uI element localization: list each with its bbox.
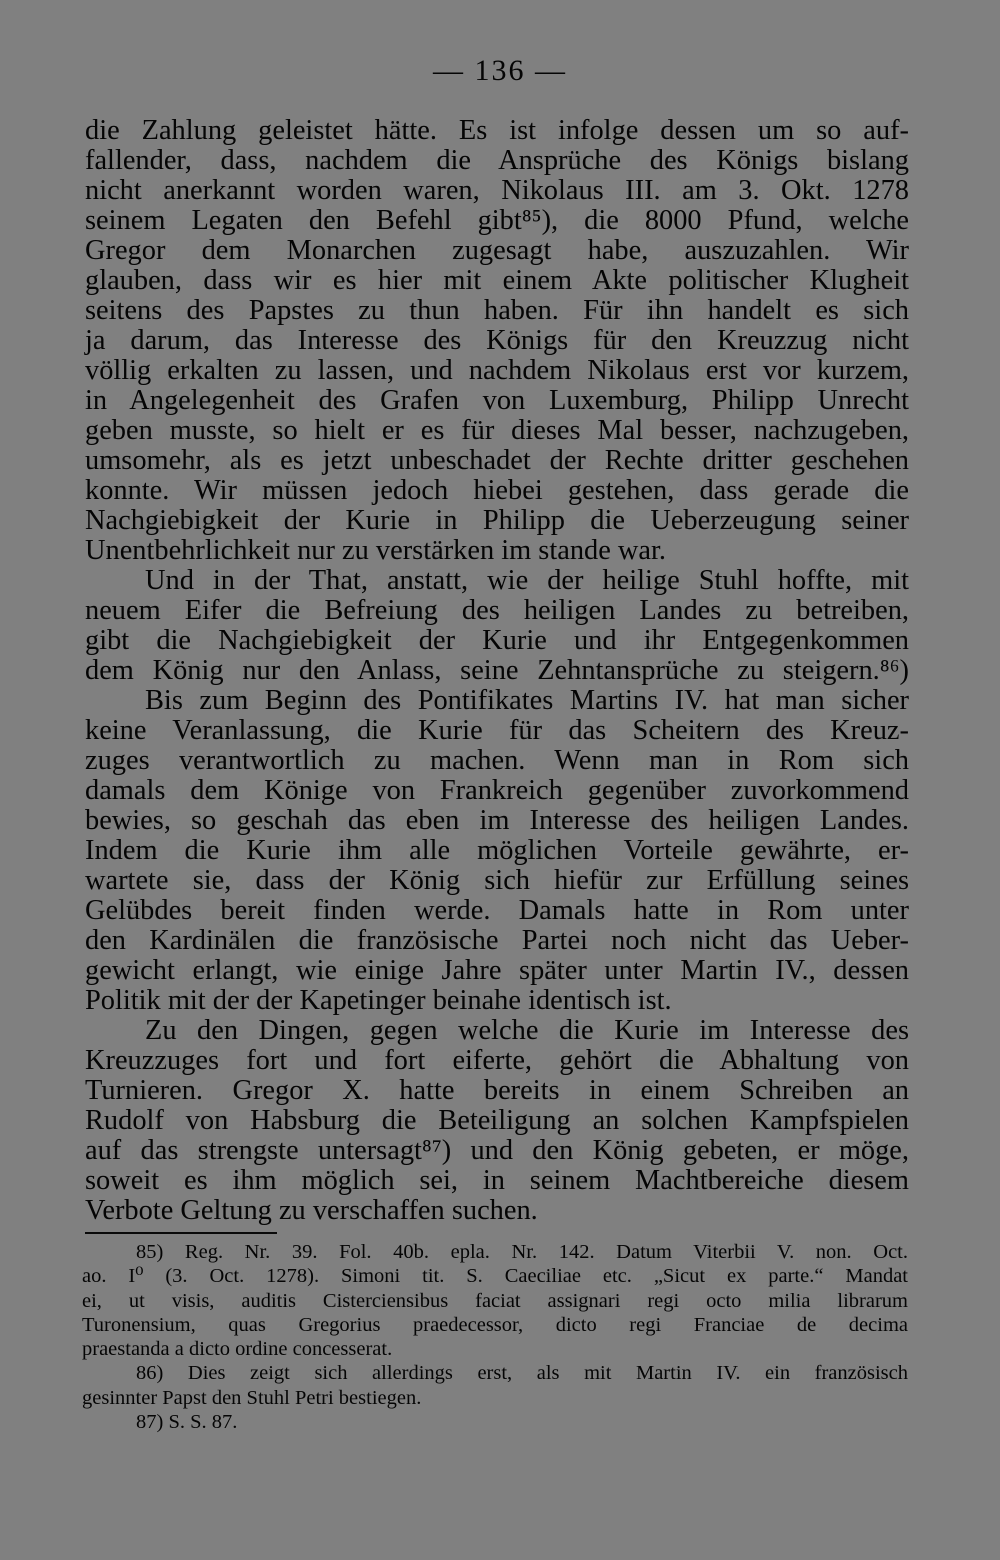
text-line: Und in der That, anstatt, wie der heilige Stuhl hoffte, mit	[145, 565, 909, 596]
text-line: seitens des Papstes zu thun haben. Für ihn handelt es sich	[85, 295, 909, 326]
text-line: Kreuzzuges fort und fort eiferte, gehört die Abhaltung von	[85, 1045, 909, 1076]
text-line: Politik mit der der Kapetinger beinahe identisch ist.	[85, 985, 672, 1016]
text-line: Gregor dem Monarchen zugesagt habe, auszuzahlen. Wir	[85, 235, 909, 266]
body-text	[85, 116, 909, 1226]
text-line: dem König nur den Anlass, seine Zehntansprüche zu steigern.⁸⁶)	[85, 655, 909, 686]
footnote-line: gesinnter Papst den Stuhl Petri bestiegen.	[82, 1386, 422, 1409]
text-line: die Zahlung geleistet hätte. Es ist infolge dessen um so auf-	[85, 115, 909, 146]
text-line: Bis zum Beginn des Pontifikates Martins IV. hat man sicher	[145, 685, 909, 716]
text-line: den Kardinälen die französische Partei noch nicht das Ueber-	[85, 925, 909, 956]
text-line: soweit es ihm möglich sei, in seinem Machtbereiche diesem	[85, 1165, 909, 1196]
text-line: gibt die Nachgiebigkeit der Kurie und ihr Entgegenkommen	[85, 625, 909, 656]
footnote-line: Turonensium, quas Gregorius praedecessor, dicto regi Franciae de decima	[82, 1313, 908, 1336]
text-line: völlig erkalten zu lassen, und nachdem Nikolaus erst vor kurzem,	[85, 355, 909, 386]
footnotes	[82, 1240, 908, 1434]
text-line: Turnieren. Gregor X. hatte bereits in einem Schreiben an	[85, 1075, 909, 1106]
text-line: auf das strengste untersagt⁸⁷) und den König gebeten, er möge,	[85, 1135, 909, 1166]
text-line: Verbote Geltung zu verschaffen suchen.	[85, 1195, 538, 1226]
text-line: umsomehr, als es jetzt unbeschadet der Rechte dritter geschehen	[85, 445, 909, 476]
text-line: Indem die Kurie ihm alle möglichen Vorteile gewährte, er-	[85, 835, 909, 866]
footnote-line: 87) S. S. 87.	[136, 1411, 238, 1434]
text-line: seinem Legaten den Befehl gibt⁸⁵), die 8000 Pfund, welche	[85, 205, 909, 236]
text-line: nicht anerkannt worden waren, Nikolaus III. am 3. Okt. 1278	[85, 175, 909, 206]
text-line: glauben, dass wir es hier mit einem Akte politischer Klugheit	[85, 265, 909, 296]
text-line: gewicht erlangt, wie einige Jahre später unter Martin IV., dessen	[85, 955, 909, 986]
text-line: Nachgiebigkeit der Kurie in Philipp die Ueberzeugung seiner	[85, 505, 909, 536]
text-line: geben musste, so hielt er es für dieses Mal besser, nachzugeben,	[85, 415, 909, 446]
text-line: wartete sie, dass der König sich hiefür zur Erfüllung seines	[85, 865, 909, 896]
footnote-line: ao. I⁰ (3. Oct. 1278). Simoni tit. S. Caeciliae etc. „Sicut ex parte.“ Mandat	[82, 1265, 908, 1288]
text-line: ja darum, das Interesse des Königs für den Kreuzzug nicht	[85, 325, 909, 356]
text-line: fallender, dass, nachdem die Ansprüche des Königs bislang	[85, 145, 909, 176]
page-number: — 136 —	[433, 54, 567, 87]
text-line: Gelübdes bereit finden werde. Damals hatte in Rom unter	[85, 895, 909, 926]
text-line: keine Veranlassung, die Kurie für das Scheitern des Kreuz-	[85, 715, 909, 746]
text-line: zuges verantwortlich zu machen. Wenn man in Rom sich	[85, 745, 909, 776]
text-line: Unentbehrlichkeit nur zu verstärken im stande war.	[85, 535, 667, 566]
footnote-line: praestanda a dicto ordine concesserat.	[82, 1338, 393, 1361]
text-line: bewies, so geschah das eben im Interesse des heiligen Landes.	[85, 805, 909, 836]
footnote-divider	[85, 1232, 277, 1234]
text-line: in Angelegenheit des Grafen von Luxemburg, Philipp Unrecht	[85, 385, 909, 416]
text-line: neuem Eifer die Befreiung des heiligen Landes zu betreiben,	[85, 595, 909, 626]
text-line: Zu den Dingen, gegen welche die Kurie im Interesse des	[145, 1015, 909, 1046]
text-line: damals dem Könige von Frankreich gegenüber zuvorkommend	[85, 775, 909, 806]
text-line: Rudolf von Habsburg die Beteiligung an solchen Kampfspielen	[85, 1105, 909, 1136]
footnote-line: ei, ut visis, auditis Cisterciensibus faciat assignari regi octo milia librarum	[82, 1289, 908, 1312]
footnote-line: 86) Dies zeigt sich allerdings erst, als mit Martin IV. ein französisch	[136, 1362, 908, 1385]
text-line: konnte. Wir müssen jedoch hiebei gestehen, dass gerade die	[85, 475, 909, 506]
footnote-line: 85) Reg. Nr. 39. Fol. 40b. epla. Nr. 142. Datum Viterbii V. non. Oct.	[136, 1241, 908, 1263]
